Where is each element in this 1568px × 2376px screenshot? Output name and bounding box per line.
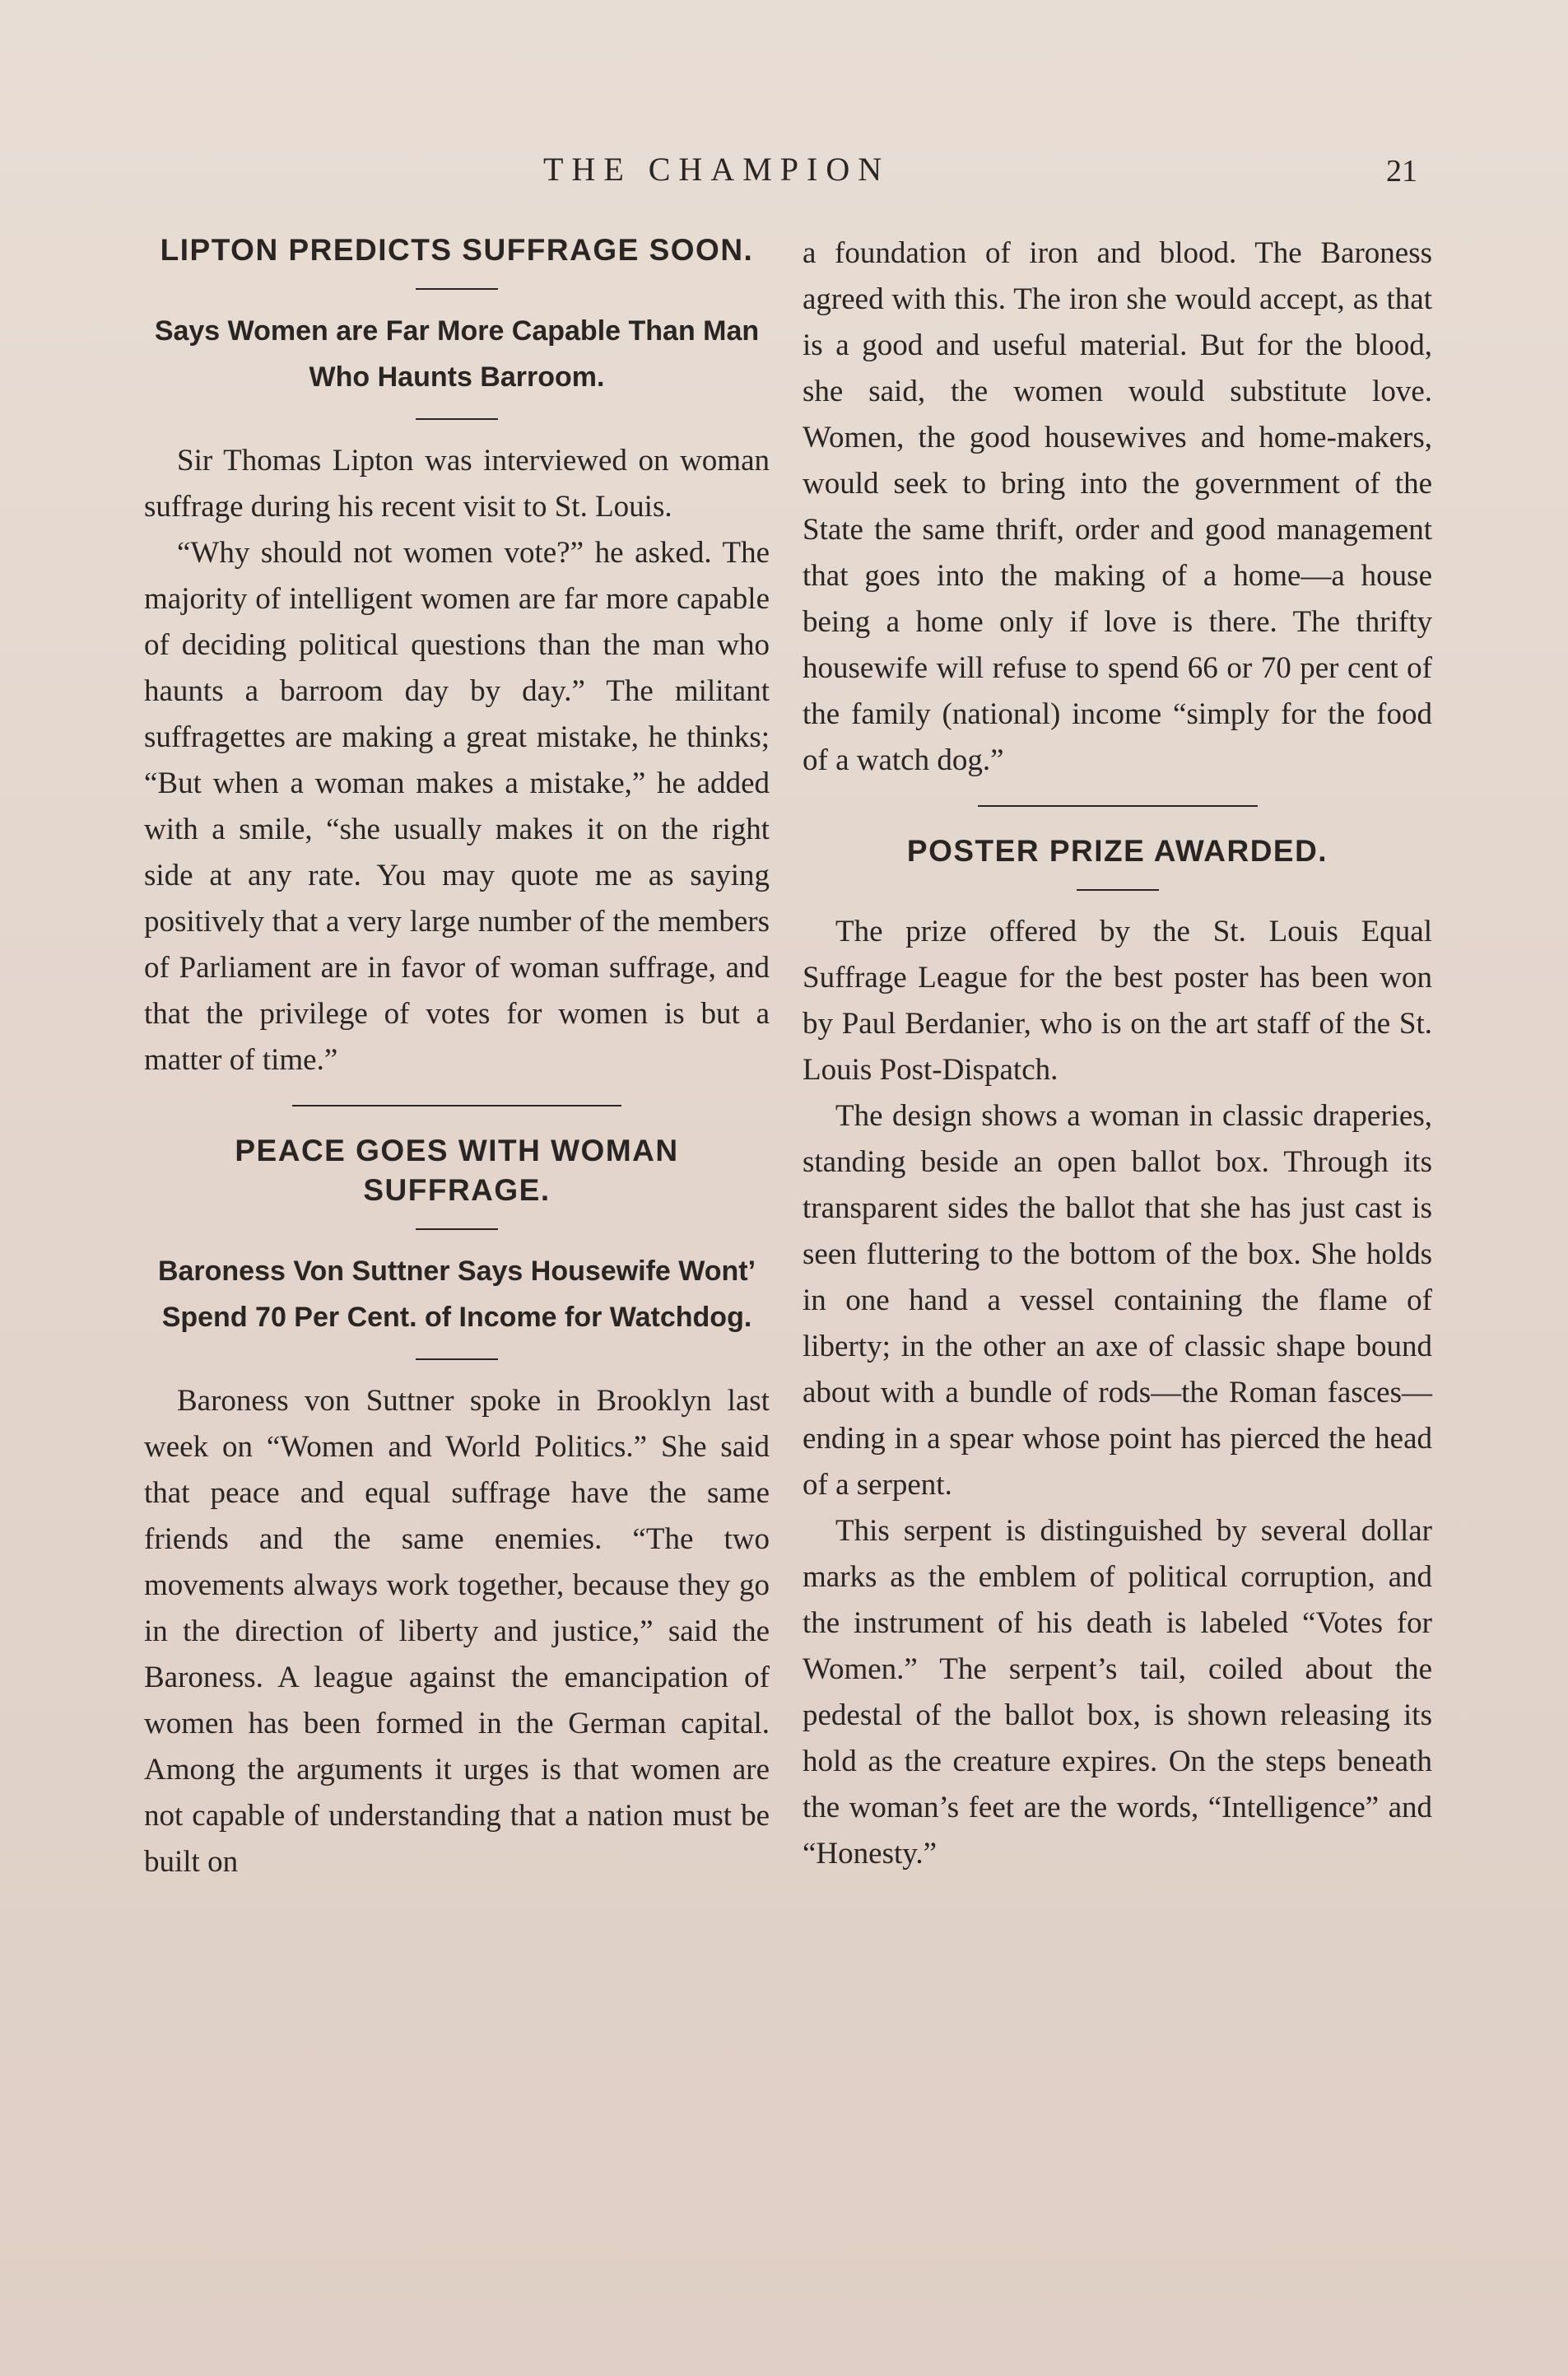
article-headline-lipton: LIPTON PREDICTS SUFFRAGE SOON. xyxy=(160,233,754,267)
divider xyxy=(1077,889,1159,891)
running-title: THE CHAMPION xyxy=(543,151,891,188)
article-separator xyxy=(978,805,1258,807)
running-head xyxy=(0,150,1568,199)
article-paragraph: Sir Thomas Lipton was interviewed on woman suffrage during his recent visit to St. Louis. xyxy=(144,444,770,524)
article-paragraph: The design shows a woman in classic draperies, standing beside an open ballot box. Through its transparent sides the ballot that she has just cast is seen fluttering to the bottom of the box. She holds in one hand a vessel containing the flame of liberty; in the other an axe of classic shape bound about with a bundle of rods—the Roman fasces—ending in a spear whose point has pierced the head of a serpent. xyxy=(803,1099,1432,1502)
article-paragraph: The prize offered by the St. Louis Equal Suffrage League for the best poster has been won by Paul Berdanier, who is on the art staff of the St. Louis Post-Dispatch. xyxy=(803,915,1432,1087)
left-column xyxy=(144,231,770,1885)
right-column xyxy=(803,231,1432,1877)
article-subhead-peace: Baroness Von Suttner Says Housewife Wont’ Spend 70 Per Cent. of Income for Watchdog. xyxy=(157,1256,756,1333)
article-paragraph: Baroness von Suttner spoke in Brooklyn last week on “Women and World Politics.” She said that peace and equal suffrage have the same friends and the same enemies. “The two movements always work together, because they go in the direction of liberty and justice,” said the Baroness. A league against the emancipation of women has been formed in the German capital. Among the arguments it urges is that women are not capable of understanding that a nation must be built on xyxy=(144,1384,770,1879)
article-paragraph: This serpent is distinguished by several dollar marks as the emblem of political corruption, and the instrument of his death is labeled “Votes for Women.” The serpent’s tail, coiled about the pedestal of the ballot box, is shown releasing its hold as the creature expires. On the steps beneath the woman’s feet are the words, “Intelligence” and “Honesty.” xyxy=(803,1514,1432,1871)
article-paragraph: “Why should not women vote?” he asked. The majority of intelligent women are far more capable of deciding political questions than the man who haunts a barroom day by day.” The militant suffragettes are making a great mistake, he thinks; “But when a woman makes a mistake,” he added with a smile, “she usually makes it on the right side at any rate. You may quote me as saying positively that a very large number of the members of Parliament are in favor of woman suffrage, and that the privilege of votes for women is but a matter of time.” xyxy=(144,536,770,1077)
page-number: 21 xyxy=(1386,154,1417,189)
divider xyxy=(416,1228,498,1230)
article-paragraph-continued: a foundation of iron and blood. The Baroness agreed with this. The iron she would accept, as that is a good and useful material. But for the blood, she said, the women would substitute love. Women, the good housewives and home-makers, would seek to bring into the government of the State the same thrift, order and good management that goes into the making of a home—a house being a home only if love is there. The thrifty housewife will refuse to spend 66 or 70 per cent of the family (national) income “simply for the food of a watch dog.” xyxy=(803,236,1432,777)
article-subhead-lipton: Says Women are Far More Capable Than Man Who Haunts Barroom. xyxy=(154,315,760,393)
article-headline-peace: PEACE GOES WITH WOMAN SUFFRAGE. xyxy=(235,1134,679,1207)
article-separator xyxy=(292,1105,621,1106)
divider xyxy=(416,418,498,420)
article-headline-poster: POSTER PRIZE AWARDED. xyxy=(906,834,1328,868)
divider xyxy=(416,288,498,290)
divider xyxy=(416,1358,498,1360)
